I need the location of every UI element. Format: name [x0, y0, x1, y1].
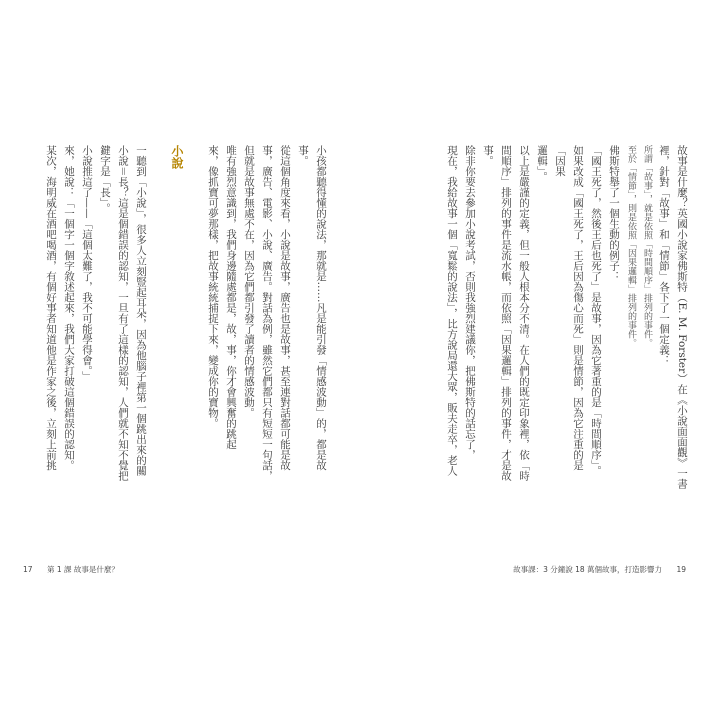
left-page — [0, 0, 354, 709]
paragraph: 間順序」排列的事件是流水帳，而依照「因果邏輯」排列的事件，才是故事。 — [482, 145, 512, 481]
book-title: 故事課：3 分鐘說 18 萬個故事，打造影響力 — [513, 565, 663, 574]
paragraph: 事，廣告、電影、小說、廣告。對話為例，雖然它們都只有短短一句話， — [261, 145, 273, 481]
paragraph: 小說推這了——「這個太難了，我不可能學得會。」 — [81, 145, 93, 382]
quote-line: 所謂「故事」，就是依照「時間順序」排列的事件。 — [642, 145, 652, 348]
chapter-label: 第 1 課 — [46, 565, 72, 574]
paragraph: 現在，我給故事一個「寬鬆的說法」，比方說局還大眾，販夫走卒，老人 — [446, 145, 458, 476]
right-footer — [513, 564, 686, 575]
left-footer — [23, 564, 119, 575]
paragraph: 邏輯」。 — [536, 145, 548, 182]
right-page — [355, 0, 709, 709]
blank-line — [186, 145, 204, 490]
left-page-text — [30, 145, 330, 490]
paragraph: 以上是嚴謹的定義，但一般人根本分不清。在人們的既定印象裡，依「時 — [518, 145, 530, 481]
paragraph: 來，她說：「一個字一個字敘述起來，我們大家打破這個錯誤的認知。 — [63, 145, 75, 471]
paragraph: 一聽到「小說」，很多人立刻豎起耳朵，因為他腦子裡第一個跳出來的關 — [135, 145, 147, 476]
page-number: 17 — [23, 565, 33, 574]
paragraph: 「國王死了，然後王后也死了」是故事，因為它著重的是「時間順序」。 — [590, 145, 602, 476]
chapter-title: 故事是什麼？ — [73, 565, 119, 574]
paragraph: 小說＝長？這是個錯誤的認知，一旦有了這樣的認知，人們就不知不覺把 — [117, 145, 129, 481]
paragraph: 小孩都聽得懂的說法，那就是……凡是能引發「情感波動」的，都是故事。 — [297, 145, 327, 471]
paragraph: 某次，海明威在酒吧喝酒，有個好事者知道他是作家之後，立刻上前挑 — [45, 145, 57, 471]
right-page-text — [395, 145, 691, 490]
paragraph: 佛斯特舉了一個生動的例子： — [608, 145, 620, 282]
paragraph: 從這個角度來看，小說是故事，廣告也是故事，甚至連對話都可能是故 — [279, 145, 291, 471]
paragraph: 但就是故事無處不在，因為它們都引發了讀者的情感波動。 — [243, 145, 255, 418]
page-number: 19 — [676, 565, 686, 574]
paragraph: 唯有強烈意識到，我們身邊隨處都是，故，事，你才會興奮的跳起 — [225, 145, 237, 450]
paragraph: 故事是什麼？英國小說家佛斯特（E. M. Forster）在《小說面面觀》一書 — [676, 145, 688, 489]
paragraph: 鍵字是「長」。 — [99, 145, 111, 214]
section-title: 小說 — [170, 145, 184, 169]
blank-line — [150, 145, 168, 490]
paragraph: 如果改成「國王死了，王后因為傷心而死」則是情節，因為它注重的是「因果 — [554, 145, 584, 471]
quote-line: 至於「情節」，則是依照「因果邏輯」排列的事件。 — [626, 145, 636, 348]
paragraph: 來，像抓寶可夢那樣，把故事統統捕捉下來，變成你的寶物。 — [207, 145, 219, 429]
paragraph: 裡，針對「故事」和「情節」各下了一個定義： — [658, 145, 670, 366]
paragraph: 除非你要去參加小說考試，否則我強烈建議你，把佛斯特的話忘了， — [464, 145, 476, 460]
